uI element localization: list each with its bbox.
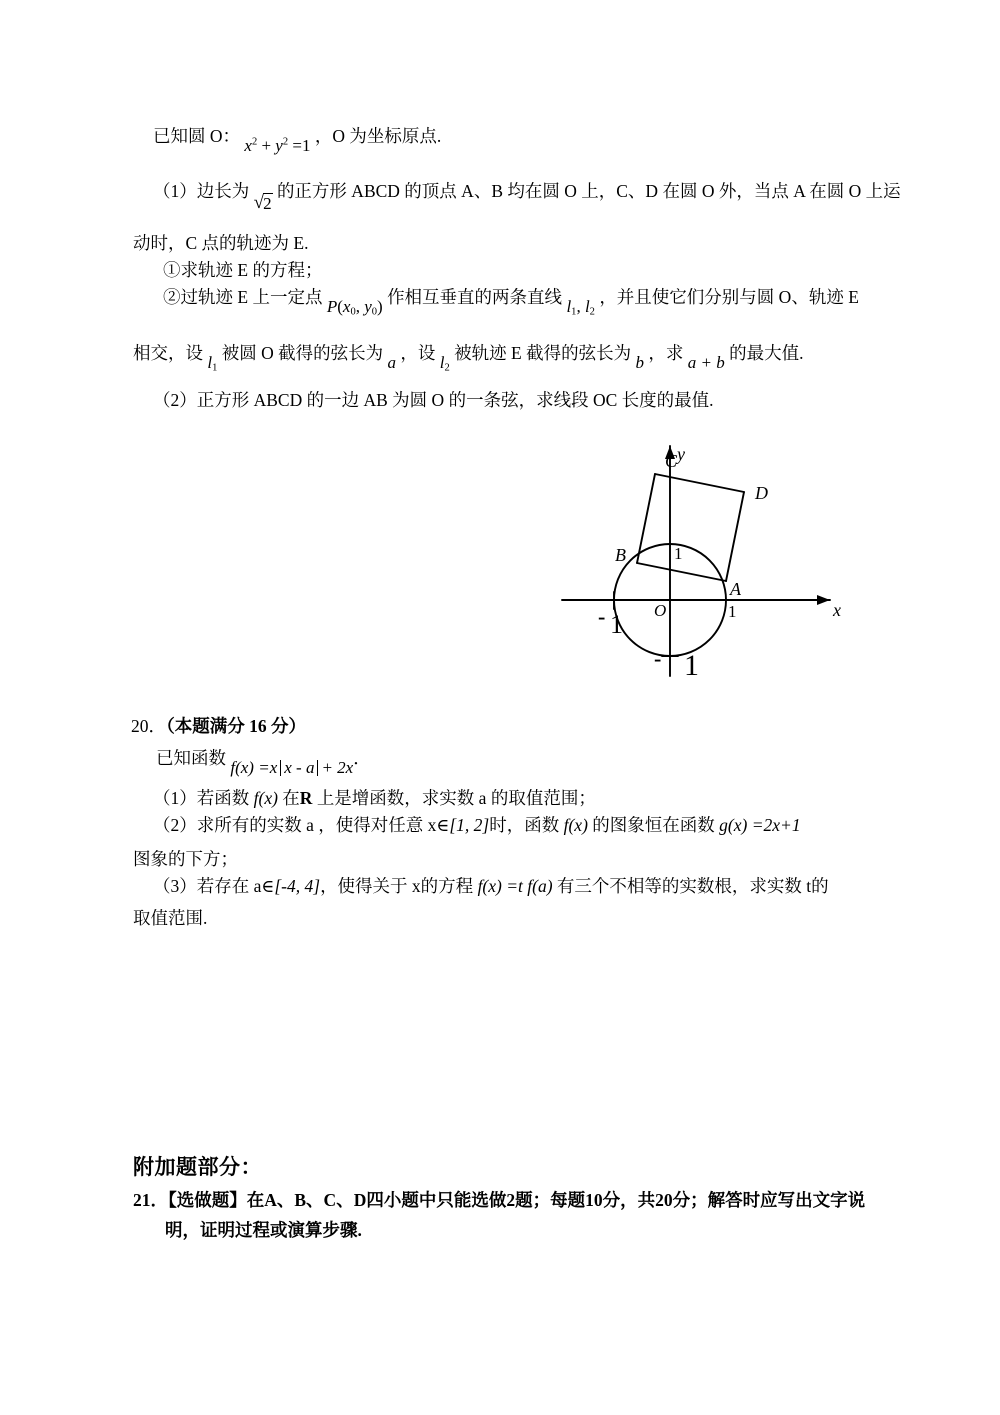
p20-sub2-interval: [1, 2] bbox=[449, 815, 490, 835]
p20-sub3-t1: （3）若存在 a∈ bbox=[153, 876, 275, 896]
p20-sub2-fn: f(x) bbox=[563, 815, 588, 835]
figure-tick-label-x-one: 1 bbox=[728, 602, 737, 621]
point-P-x-index: 0 bbox=[350, 306, 356, 318]
p20-sub1-realset: R bbox=[299, 788, 313, 808]
problem20-head-period: ． bbox=[353, 748, 371, 768]
eq-x: x bbox=[244, 136, 252, 155]
problem19-sub2-line2 bbox=[133, 343, 804, 374]
point-P-notation: $P(x_0$, $y_0$) bbox=[326, 297, 383, 318]
line-l2-index: 2 bbox=[589, 306, 595, 318]
problem19-part2 bbox=[153, 392, 714, 410]
problem19-part1-line2 bbox=[133, 235, 309, 253]
problem20-statement bbox=[156, 748, 371, 777]
problem20-sub1 bbox=[153, 790, 596, 808]
problem19-sub1 bbox=[163, 262, 322, 280]
problem20-sub2 bbox=[153, 817, 801, 835]
p20-sub2-t2: 时，函数 bbox=[489, 815, 560, 835]
problem20-number-line bbox=[131, 718, 306, 736]
point-P-y-index: 0 bbox=[371, 306, 378, 318]
sub2-cont-t3: ，设 bbox=[400, 343, 436, 363]
sub2-cont-t5: ，求 bbox=[648, 343, 684, 363]
figure-tick-x-negative-sign: - bbox=[598, 604, 606, 629]
eq-rhs: =1 bbox=[292, 136, 311, 155]
p20-sub3-t2: ，使得关于 x的方程 bbox=[320, 876, 474, 896]
figure-label-y: y bbox=[677, 444, 685, 464]
extra-section-title: 附加题部分： bbox=[133, 1155, 262, 1179]
figure-label-C: C bbox=[665, 451, 678, 471]
problem21-line2: 明，证明过程或演算步骤. bbox=[165, 1220, 362, 1240]
problem20-sub2-cont bbox=[133, 851, 238, 869]
sqrt-2-expression: √2 bbox=[253, 192, 272, 213]
square-side-AB bbox=[637, 563, 726, 581]
problem19-line1-lead: 已知圆 O： bbox=[153, 126, 241, 146]
p20-sub1-t2: 在 bbox=[282, 788, 300, 808]
chord-length-b: b bbox=[635, 353, 644, 372]
p20-sub1-t3: 上是增函数，求实数 a 的取值范围； bbox=[316, 788, 596, 808]
figure-label-origin: O bbox=[654, 601, 667, 620]
problem19-part2-text: （2）正方形 ABCD 的一边 AB 为圆 O 的一条弦，求线段 OC 长度的最值. bbox=[153, 390, 714, 410]
figure-label-x: x bbox=[833, 600, 841, 620]
figure-label-D: D bbox=[755, 483, 768, 503]
square-side-DA bbox=[726, 492, 744, 581]
sub2-cont-t4: 被轨迹 E 截得的弦长为 bbox=[454, 343, 632, 363]
fn-tail: + 2x bbox=[321, 758, 354, 777]
sum-a-plus-b: a + b bbox=[687, 353, 725, 372]
figure-tick-label-y-one: 1 bbox=[674, 544, 683, 563]
problem19-sub2-text-a: ②过轨迹 E 上一定点 bbox=[163, 287, 323, 307]
problem19-sub1-text: ①求轨迹 E 的方程； bbox=[163, 260, 323, 280]
p20-sub3-cont: 取值范围. bbox=[133, 908, 208, 928]
point-P-y: y bbox=[364, 297, 372, 316]
chord-line-l1 bbox=[207, 354, 217, 374]
problem19-sub2-line1 bbox=[163, 287, 859, 318]
chord-line-l2 bbox=[440, 354, 450, 374]
p20-sub2-t1: （2）求所有的实数 a ，使得对任意 x∈ bbox=[153, 815, 450, 835]
problem19-part1-label: （1）边长为 bbox=[153, 181, 250, 201]
chord-l2-index: 2 bbox=[444, 362, 450, 374]
p20-sub3-t3: 有三个不相等的实数根，求实数 t的 bbox=[556, 876, 829, 896]
chord-l1-index: 1 bbox=[212, 362, 218, 374]
p20-sub2-t3: 的图象恒在函数 bbox=[592, 815, 715, 835]
fn-lhs: f(x) =x bbox=[230, 758, 278, 777]
p20-sub3-equation: f(x) =t f(a) bbox=[477, 876, 553, 896]
chord-length-a: a bbox=[387, 353, 397, 372]
sub2-cont-t6: 的最大值. bbox=[729, 343, 804, 363]
point-P-name: P bbox=[326, 297, 338, 316]
lines-l1-l2-notation: $l_1$, $l_2$ bbox=[566, 297, 595, 318]
figure-tick-x-negative-value: 1 bbox=[610, 610, 623, 639]
eq-y: y bbox=[275, 136, 283, 155]
p20-sub2-cont: 图象的下方； bbox=[133, 849, 238, 869]
sub2-cont-t2: 被圆 O 截得的弦长为 bbox=[221, 343, 384, 363]
figure-label-B: B bbox=[615, 545, 626, 565]
problem21-line1: 21．【选做题】在A、B、C、D四小题中只能选做2题；每题10分，共20分；解答时应写出文字说 bbox=[133, 1190, 866, 1210]
problem19-sub2-text-c: ，并且使它们分别与圆 O、轨迹 E bbox=[599, 287, 859, 307]
problem19-part1-text-b: 动时，C 点的轨迹为 E. bbox=[133, 233, 309, 253]
x-axis-arrowhead bbox=[817, 595, 830, 605]
figure-tick-y-negative-value: 1 bbox=[684, 649, 699, 682]
problem19-part1-line1 bbox=[153, 181, 901, 213]
fn-abs-inner: x - a bbox=[284, 758, 315, 777]
problem20-score: （本题满分 16 分） bbox=[166, 716, 306, 736]
problem19-part1-text-a: 的正方形 ABCD 的顶点 A、B 均在圆 O 上，C、D 在圆 O 外，当点 A 在圆 O 上运 bbox=[276, 181, 901, 201]
geometry-figure bbox=[558, 428, 848, 698]
problem20-function-definition bbox=[230, 759, 353, 776]
problem20-number: 20． bbox=[131, 716, 166, 736]
problem19-line1 bbox=[153, 126, 442, 155]
abs-bar-left bbox=[280, 760, 281, 776]
line-l1-name: l bbox=[566, 297, 572, 316]
p20-sub1-t1: （1）若函数 bbox=[153, 788, 250, 808]
p20-sub3-interval: [-4, 4] bbox=[274, 876, 321, 896]
problem20-sub3-cont bbox=[133, 910, 207, 928]
figure-label-A: A bbox=[730, 579, 741, 599]
geometry-figure-svg bbox=[558, 428, 848, 698]
chord-l2-name: l bbox=[439, 353, 445, 372]
chord-l1-name: l bbox=[207, 353, 213, 372]
problem20-head-lead: 已知函数 bbox=[156, 748, 226, 768]
abs-bar-right bbox=[317, 760, 318, 776]
figure-tick-y-negative-sign: - bbox=[654, 646, 662, 671]
problem20-sub3 bbox=[153, 878, 829, 896]
problem19-line1-tail: ，O 为坐标原点. bbox=[314, 126, 442, 146]
p20-sub1-fn: f(x) bbox=[253, 788, 278, 808]
problem19-circle-equation: $x^2 + y^2 =1$ bbox=[244, 136, 311, 155]
point-P-x: x bbox=[342, 297, 351, 316]
sqrt-radicand: 2 bbox=[263, 194, 272, 213]
problem19-sub2-text-b: 作相互垂直的两条直线 bbox=[387, 287, 563, 307]
sub2-cont-t1: 相交，设 bbox=[133, 343, 203, 363]
line-l2-name: l bbox=[584, 297, 590, 316]
line-l1-index: 1 bbox=[571, 306, 577, 318]
square-side-CD bbox=[655, 474, 744, 492]
p20-sub2-g: g(x) =2x+1 bbox=[719, 815, 801, 835]
